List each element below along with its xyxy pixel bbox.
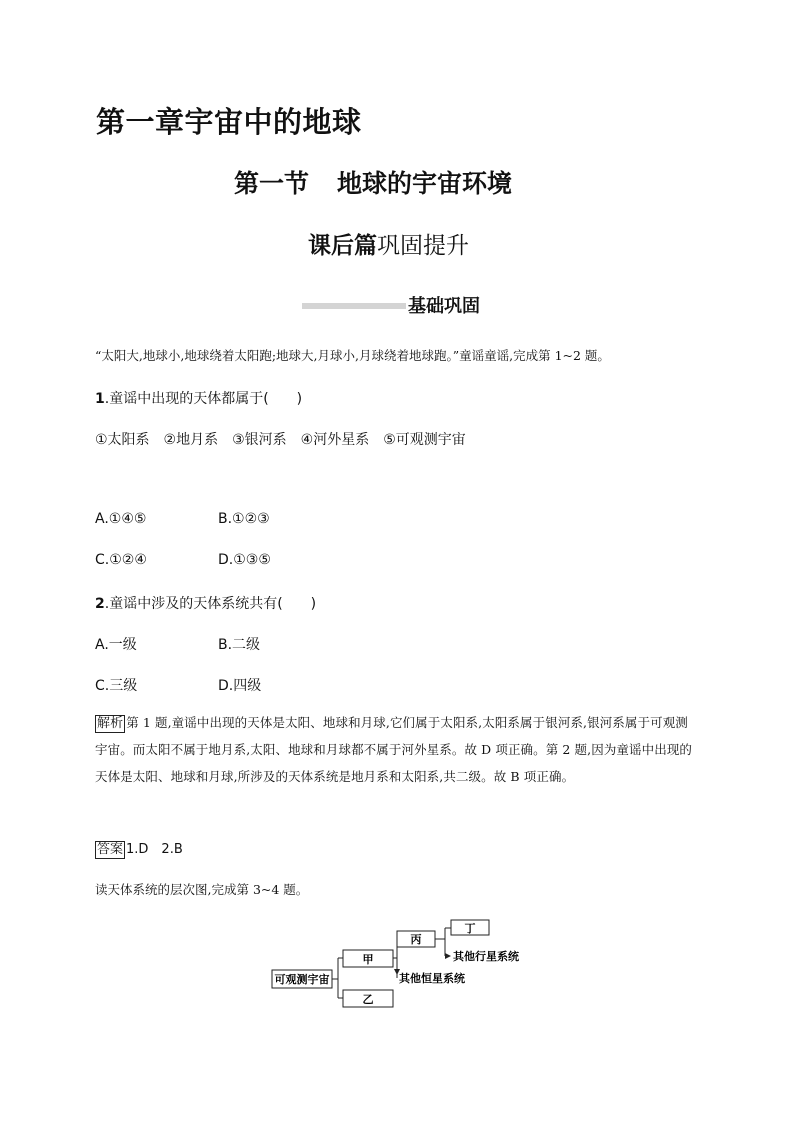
chapter-title: 第一章宇宙中的地球	[96, 105, 362, 139]
node-jia: 甲	[362, 953, 374, 966]
node-other-stars: 其他恒星系统	[399, 972, 465, 985]
question-1-number: 1	[95, 391, 105, 407]
question-2-number: 2	[95, 596, 105, 612]
analysis-text: 第 1 题,童谣中出现的天体是太阳、地球和月球,它们属于太阳系,太阳系属于银河系,银河系属于可观测宇宙。而太阳不属于地月系,太阳、地球和月球都不属于河外星系。故 D 项正确。第 2 题,因为童谣中出现的天体是太阳、地球和月球,所涉及的天体系统是地月系和太阳系,共二级。故 B 项正确。	[95, 715, 693, 784]
subtitle-bold: 课后篇	[308, 233, 377, 259]
intro-2-text: 读天体系统的层次图,完成第 3~4 题。	[95, 882, 309, 897]
question-1-text: .童谣中出现的天体都属于( )	[104, 391, 303, 407]
question-1	[95, 388, 302, 408]
answer-text: 1.D 2.B	[126, 842, 183, 857]
question-2	[95, 593, 316, 613]
node-root: 可观测宇宙	[274, 973, 330, 986]
subtitle	[308, 227, 469, 260]
q1-option-b[interactable]: B.①②③	[218, 511, 270, 527]
answer-tag: 答案	[97, 842, 124, 857]
q2-option-c[interactable]: C.三级	[95, 678, 138, 694]
q2-option-a[interactable]: A.一级	[95, 637, 137, 653]
section-name: 地球的宇宙环境	[337, 169, 513, 198]
heading-decoration-bar	[302, 303, 406, 309]
analysis-block	[95, 709, 695, 790]
hierarchy-diagram	[260, 912, 530, 1012]
analysis-tag: 解析	[97, 716, 124, 731]
node-other-planets: 其他行星系统	[453, 950, 519, 963]
node-bing: 丙	[410, 933, 422, 946]
basic-heading: 基础巩固	[408, 296, 480, 317]
section-number: 第一节	[234, 169, 310, 198]
section-title	[234, 164, 512, 200]
node-yi: 乙	[362, 993, 374, 1006]
subtitle-normal: 巩固提升	[377, 233, 469, 259]
node-ding: 丁	[464, 922, 476, 935]
q1-option-a[interactable]: A.①④⑤	[95, 511, 147, 527]
q1-option-c[interactable]: C.①②④	[95, 552, 147, 568]
intro-text: “太阳大,地球小,地球绕着太阳跑;地球大,月球小,月球绕着地球跑。”童谣童谣,完成第 1~2 题。	[95, 348, 610, 363]
q1-option-d[interactable]: D.①③⑤	[218, 552, 271, 568]
question-1-choices: ①太阳系 ②地月系 ③银河系 ④河外星系 ⑤可观测宇宙	[95, 432, 466, 448]
answer-block	[95, 838, 183, 859]
question-2-text: .童谣中涉及的天体系统共有( )	[104, 596, 317, 612]
q2-option-b[interactable]: B.二级	[218, 637, 261, 653]
q2-option-d[interactable]: D.四级	[218, 678, 262, 694]
